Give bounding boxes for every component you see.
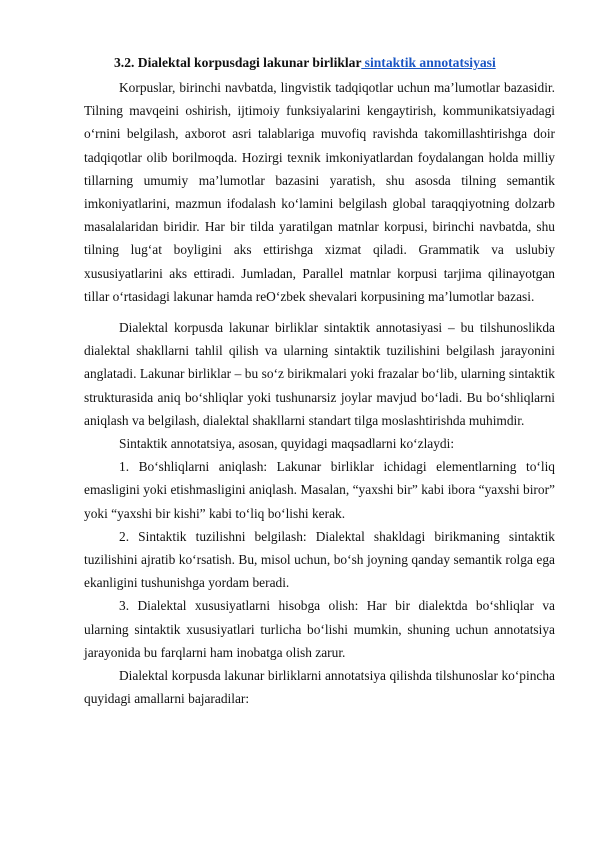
- paragraph-5: 2. Sintaktik tuzilishni belgilash: Dialektal shakldagi birikmaning sintaktik tuzilishini ajratib ko‘rsatish. Bu, misol uchun, bo‘sh joyning qanday semantik rolga ega ekanligini tushunishga yordam beradi.: [84, 528, 555, 591]
- heading-link[interactable]: sintaktik annotatsiyasi: [361, 55, 496, 70]
- paragraph-3: Sintaktik annotatsiya, asosan, quyidagi maqsadlarni ko‘zlaydi:: [119, 436, 455, 452]
- paragraph-1: Korpuslar, birinchi navbatda, lingvistik tadqiqotlar uchun ma’lumotlar bazasidir. Tilning mavqeini oshirish, ijtimoiy funksiyalarini kengaytirish, kommunikatsiyadagi o‘rnini belgilash, axborot asri talablariga muvofiq ravishda takomillashtirishga doir tadqiqotlar olib borilmoqda. Hozirgi texnik imkoniyatlardan foydalangan holda milliy tillarning umumiy ma’lumotlar bazasini yaratish, shu asosda tilning semantik imkoniyatlarini, mazmun ifodalash ko‘lamini belgilash global taraqqiyotning dolzarb masalalaridan biridir. Har bir tilda yaratilgan matnlar korpusi, birinchi navbatda, shu tilning lug‘at boyligini aks ettirishga xizmat qiladi. Grammatik va uslubiy xususiyatlarini aks ettiradi. Jumladan, Parallel matnlar korpusi tarjima qilinayotgan tillar o‘rtasidagi lakunar hamda reO‘zbek shevalari korpusining ma’lumotlar bazasi.: [84, 80, 555, 304]
- paragraph-4: 1. Bo‘shliqlarni aniqlash: Lakunar birliklar ichidagi elementlarning to‘liq emasligini yoki etishmasligini aniqlash. Masalan, “yaxshi bir” kabi ibora “yaxshi biror” yoki “yaxshi bir kishi” kabi to‘liq bo‘lishi kerak.: [84, 459, 555, 521]
- heading-title: 3.2. Dialektal korpusdagi lakunar birliklar: [114, 55, 362, 70]
- paragraph-6: 3. Dialektal xususiyatlarni hisobga olish: Har bir dialektda bo‘shliqlar va ularning sintaktik xususiyatlari turlicha bo‘lishi mumkin, shuning uchun annotatsiya jarayonida bu farqlarni ham inobatga olish zarur.: [84, 598, 555, 660]
- section-heading: [114, 54, 555, 72]
- document-page: [84, 54, 555, 710]
- paragraph-2: Dialektal korpusda lakunar birliklar sintaktik annotasiyasi – bu tilshunoslikda dialektal shakllarni tahlil qilish va ularning sintaktik tuzilishini belgilash jarayonini anglatadi. Lakunar birliklar – bu so‘z birikmalari yoki frazalar bo‘lib, ularning sintaktik strukturasida aniq bo‘shliqlar yoki tushunarsiz joylar mavjud bo‘ladi. Bu bo‘shliqlarni aniqlash va belgilash, dialektal shakllarni standart tilga moslashtirishda muhimdir.: [84, 320, 555, 428]
- paragraph-7: Dialektal korpusda lakunar birliklarni annotatsiya qilishda tilshunoslar ko‘pincha quyidagi amallarni bajaradilar:: [84, 668, 555, 707]
